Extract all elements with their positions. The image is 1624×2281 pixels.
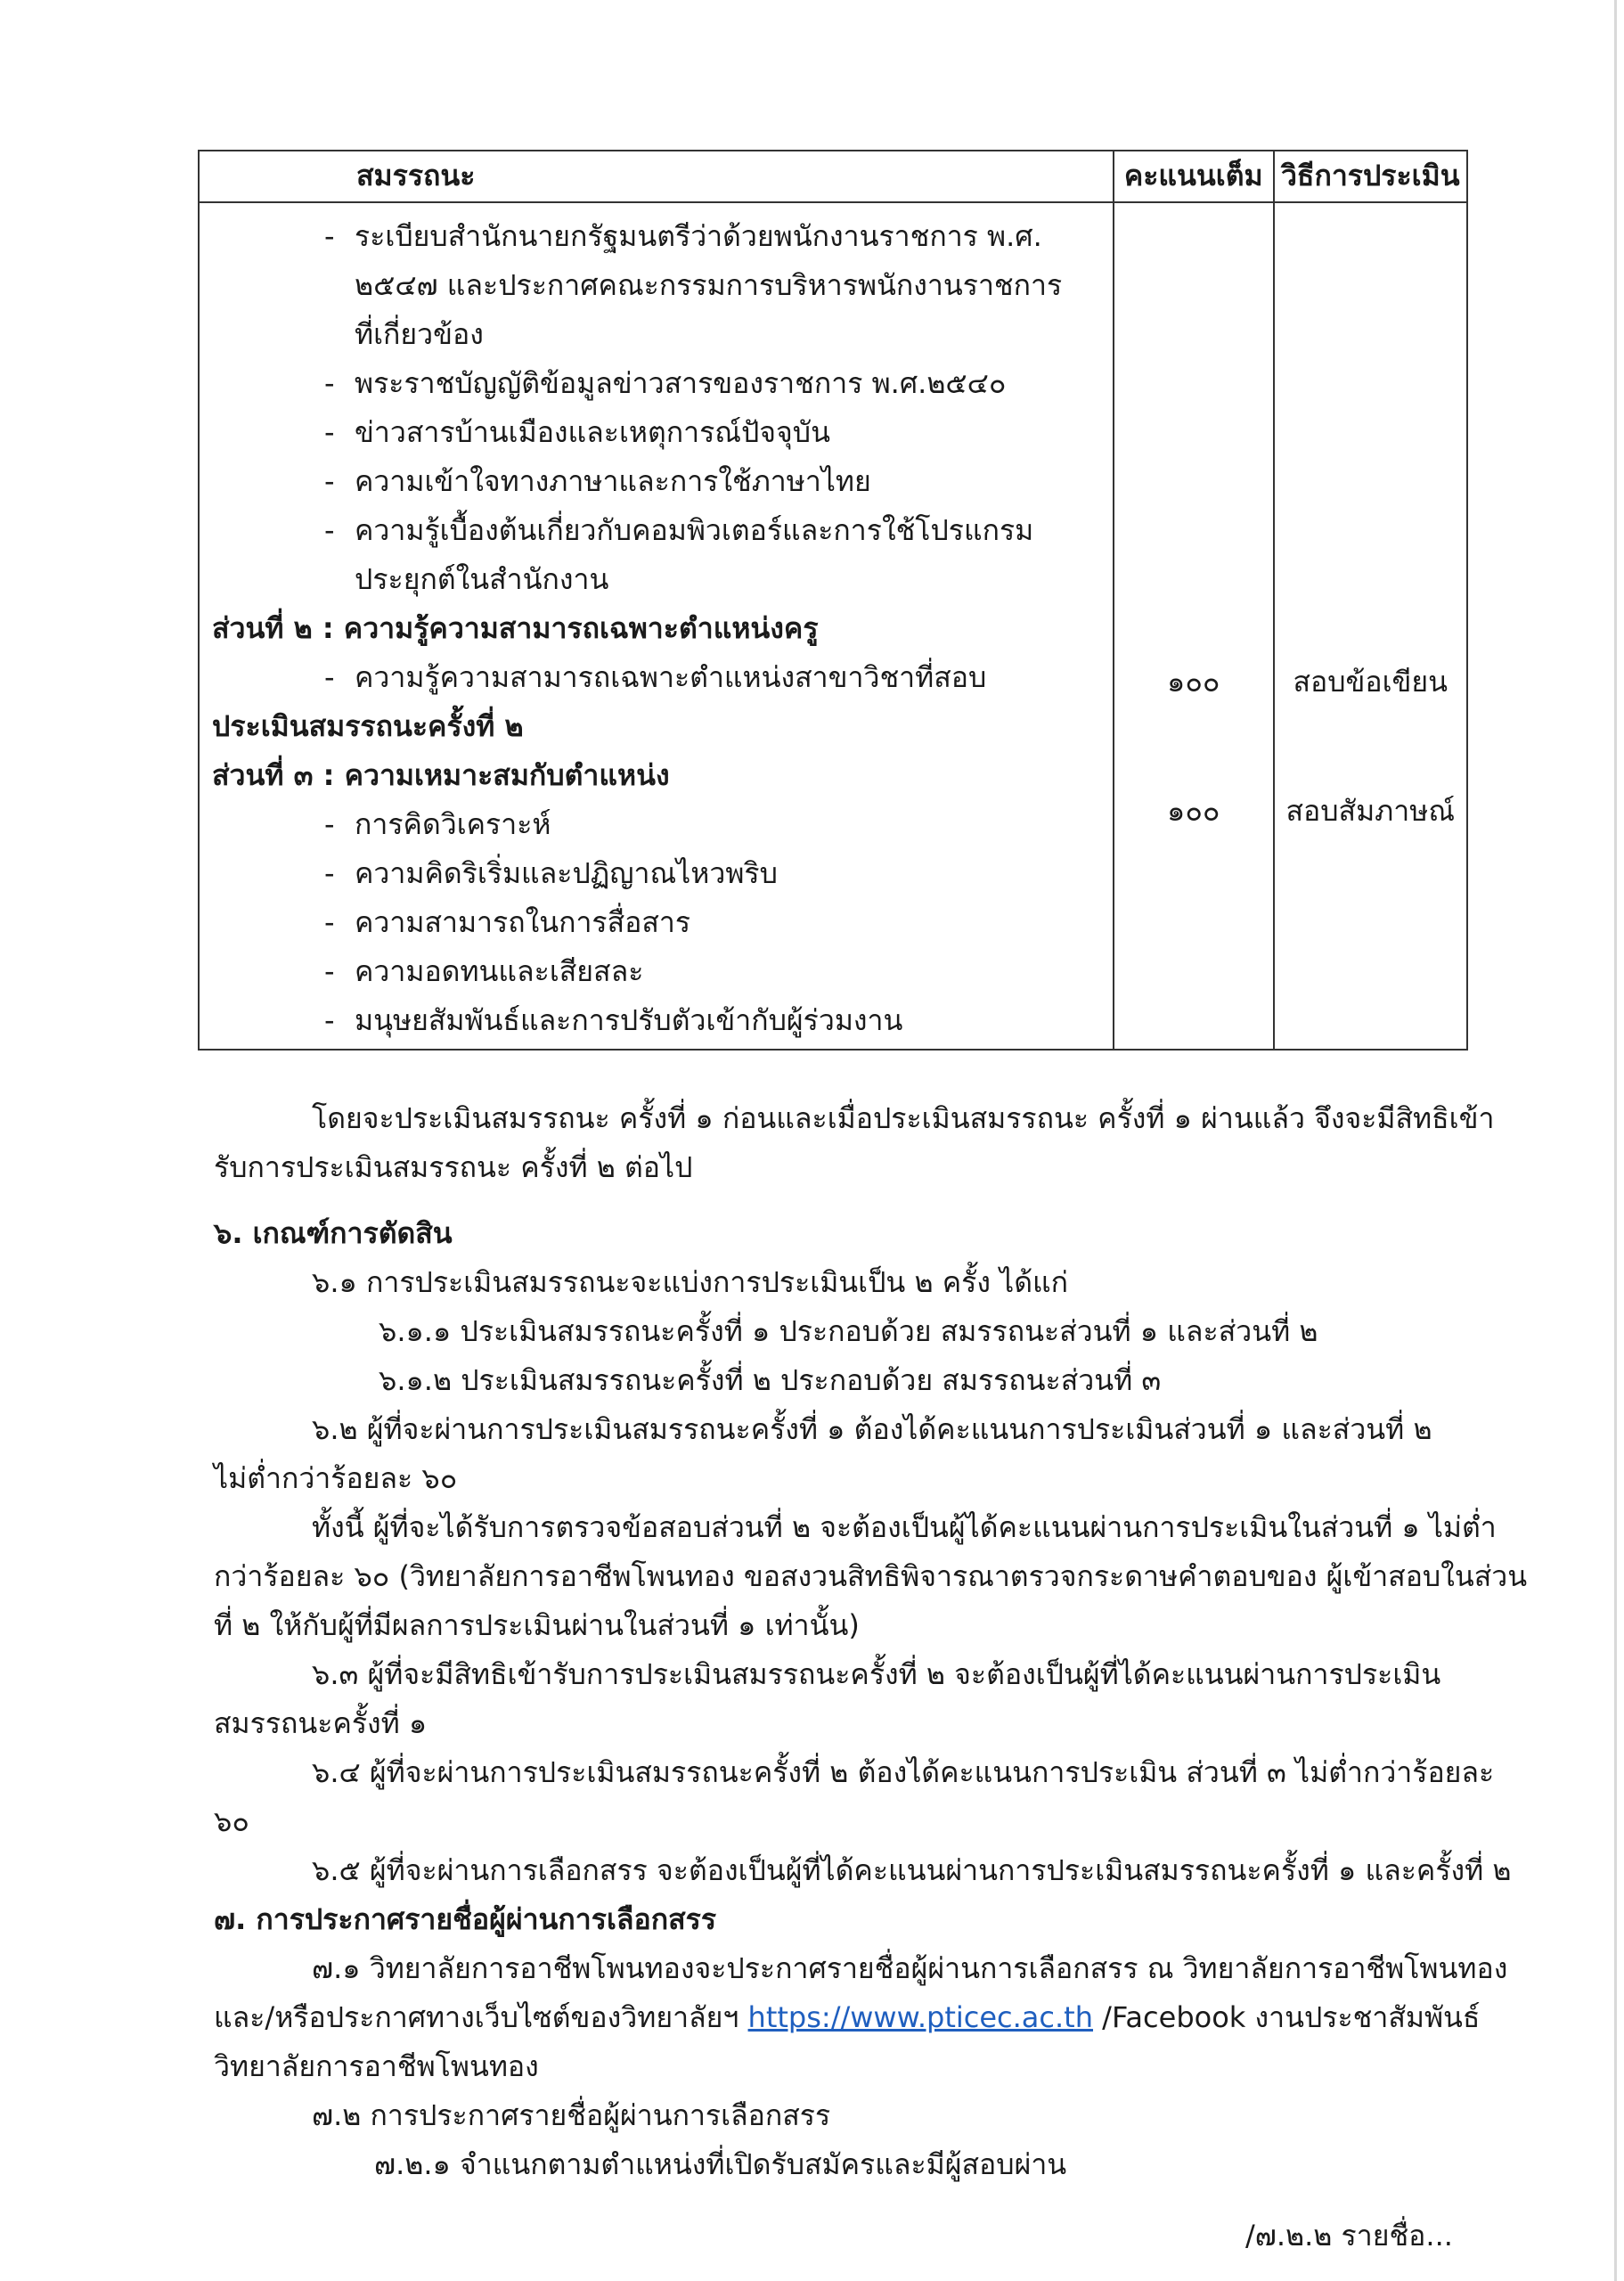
dash-bullet: -: [324, 807, 335, 841]
part3-score: ๑๐๐: [1167, 794, 1220, 828]
s63-line-1: ๖.๓ ผู้ที่จะมีสิทธิเข้ารับการประเมินสมรรถนะครั้งที่ ๒ จะต้องเป็นผู้ที่ได้คะแนนผ่านการประเมิน: [312, 1657, 1441, 1691]
list-item: - ความคิดริเริ่มและปฏิญาณไหวพริบ: [212, 849, 1104, 898]
scan-edge-line: [1614, 0, 1617, 2281]
college-website-link[interactable]: https://www.pticec.ac.th: [747, 2000, 1093, 2034]
part2-score: ๑๐๐: [1167, 665, 1220, 699]
dash-bullet: -: [324, 219, 335, 253]
round2-heading: ประเมินสมรรถนะครั้งที่ ๒: [212, 709, 524, 743]
section6-heading: ๖. เกณฑ์การตัดสิน: [214, 1216, 453, 1250]
s72: ๗.๒ การประกาศรายชื่อผู้ผ่านการเลือกสรร: [312, 2098, 831, 2132]
s612: ๖.๑.๒ ประเมินสมรรถนะครั้งที่ ๒ ประกอบด้วย สมรรถนะส่วนที่ ๓: [379, 1363, 1162, 1397]
s62-line-2: ไม่ต่ำกว่าร้อยละ ๖๐: [214, 1461, 458, 1495]
score-cell: [1114, 202, 1274, 1050]
header-method: วิธีการประเมิน: [1274, 151, 1468, 202]
dash-bullet: -: [324, 660, 335, 694]
note-line-2: กว่าร้อยละ ๖๐ (วิทยาลัยการอาชีพโพนทอง ขอสงวนสิทธิพิจารณาตรวจกระดาษคำตอบของ ผู้เข้าสอบในส่วน: [214, 1559, 1528, 1593]
list-item: - ความสามารถในการสื่อสาร: [212, 898, 1104, 947]
list-item: - มนุษยสัมพันธ์และการปรับตัวเข้ากับผู้ร่วมงาน: [212, 996, 1104, 1045]
note-line-1: ทั้งนี้ ผู้ที่จะได้รับการตรวจข้อสอบส่วนที่ ๒ จะต้องเป็นผู้ได้คะแนนผ่านการประเมินในส่วนที่ ๑ ไม่ต่ำ: [312, 1510, 1497, 1544]
section7-heading: ๗. การประกาศรายชื่อผู้ผ่านการเลือกสรร: [214, 1902, 716, 1936]
list-item: - พระราชบัญญัติข้อมูลข่าวสารของราชการ พ.ศ.๒๕๔๐: [212, 359, 1104, 408]
s71-line-2: และ/หรือประกาศทางเว็บไซต์ของวิทยาลัยฯ https://www.pticec.ac.th /Facebook งานประชาสัมพันธ์: [214, 2000, 1481, 2034]
dash-bullet: -: [324, 856, 335, 890]
dash-bullet: -: [324, 905, 335, 939]
s71-line-3: วิทยาลัยการอาชีพโพนทอง: [214, 2049, 539, 2083]
list-item: - ความรู้เบื้องต้นเกี่ยวกับคอมพิวเตอร์และการใช้โปรแกรม ประยุกต์ในสำนักงาน: [212, 506, 1104, 604]
s63-line-2: สมรรถนะครั้งที่ ๑: [214, 1706, 428, 1740]
competency-cell: [199, 202, 1114, 1050]
table-header-row: [199, 151, 1467, 202]
list-item: - การคิดวิเคราะห์: [212, 800, 1104, 849]
s64-line-2: ๖๐: [214, 1804, 249, 1838]
s71-line-1: ๗.๑ วิทยาลัยการอาชีพโพนทองจะประกาศรายชื่อผู้ผ่านการเลือกสรร ณ วิทยาลัยการอาชีพโพนทอง: [312, 1951, 1508, 1985]
list-item: - ระเบียบสำนักนายกรัฐมนตรีว่าด้วยพนักงานราชการ พ.ศ. ๒๕๔๗ และประกาศคณะกรรมการบริหารพนักงานราชการ ที่เกี่ยวข้อง: [212, 212, 1104, 359]
header-full-score: คะแนนเต็ม: [1114, 151, 1274, 202]
part3-method: สอบสัมภาษณ์: [1285, 794, 1456, 828]
intro-line-2: รับการประเมินสมรรถนะ ครั้งที่ ๒ ต่อไป: [214, 1150, 693, 1184]
s62-line-1: ๖.๒ ผู้ที่จะผ่านการประเมินสมรรถนะครั้งที่ ๑ ต้องได้คะแนนการประเมินส่วนที่ ๑ และส่วนที่ ๒: [312, 1412, 1432, 1446]
method-cell: [1274, 202, 1468, 1050]
table-body-row: [199, 202, 1467, 1050]
dash-bullet: -: [324, 366, 335, 400]
s611: ๖.๑.๑ ประเมินสมรรถนะครั้งที่ ๑ ประกอบด้วย สมรรถนะส่วนที่ ๑ และส่วนที่ ๒: [379, 1314, 1318, 1348]
s61: ๖.๑ การประเมินสมรรถนะจะแบ่งการประเมินเป็น ๒ ครั้ง ได้แก่: [312, 1265, 1068, 1299]
competency-table: [198, 150, 1468, 1051]
intro-line-1: โดยจะประเมินสมรรถนะ ครั้งที่ ๑ ก่อนและเมื่อประเมินสมรรถนะ ครั้งที่ ๑ ผ่านแล้ว จึงจะมีสิทธิเข้า: [312, 1101, 1495, 1135]
dash-bullet: -: [324, 513, 335, 547]
note-line-3: ที่ ๒ ให้กับผู้ที่มีผลการประเมินผ่านในส่วนที่ ๑ เท่านั้น): [214, 1608, 860, 1642]
list-item: - ความเข้าใจทางภาษาและการใช้ภาษาไทย: [212, 457, 1104, 506]
list-item: - ความรู้ความสามารถเฉพาะตำแหน่งสาขาวิชาที่สอบ: [212, 653, 1104, 702]
s721: ๗.๒.๑ จำแนกตามตำแหน่งที่เปิดรับสมัครและมีผู้สอบผ่าน: [374, 2147, 1067, 2181]
part3-heading: ส่วนที่ ๓ : ความเหมาะสมกับตำแหน่ง: [212, 758, 670, 792]
dash-bullet: -: [324, 464, 335, 498]
part2-heading: ส่วนที่ ๒ : ความรู้ความสามารถเฉพาะตำแหน่งครู: [212, 611, 819, 645]
dash-bullet: -: [324, 1003, 335, 1037]
list-item: - ความอดทนและเสียสละ: [212, 947, 1104, 996]
part2-method: สอบข้อเขียน: [1293, 665, 1449, 699]
s65: ๖.๕ ผู้ที่จะผ่านการเลือกสรร จะต้องเป็นผู้ที่ได้คะแนนผ่านการประเมินสมรรถนะครั้งที่ ๑ และครั้งที่ ๒: [312, 1853, 1512, 1887]
s64-line-1: ๖.๔ ผู้ที่จะผ่านการประเมินสมรรถนะครั้งที่ ๒ ต้องได้คะแนนการประเมิน ส่วนที่ ๓ ไม่ต่ำกว่าร้อยละ: [312, 1755, 1495, 1789]
header-competency: สมรรถนะ: [199, 151, 1114, 202]
dash-bullet: -: [324, 954, 335, 988]
list-item: - ข่าวสารบ้านเมืองและเหตุการณ์ปัจจุบัน: [212, 408, 1104, 457]
continuation-note: /๗.๒.๒ รายชื่อ...: [1245, 2219, 1453, 2252]
dash-bullet: -: [324, 415, 335, 449]
